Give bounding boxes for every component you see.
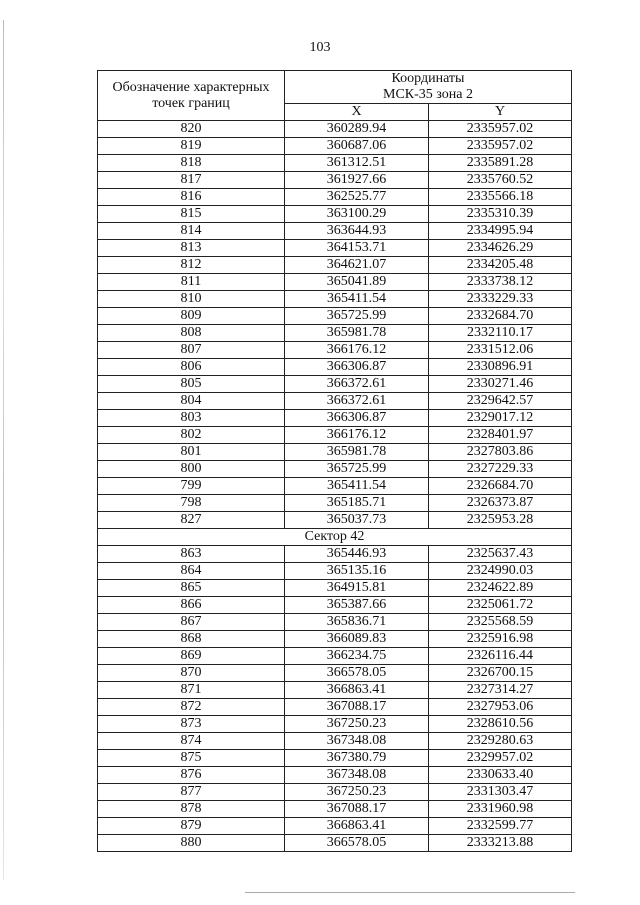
y-coordinate-cell: 2331303.47 xyxy=(429,784,572,801)
point-number-cell: 867 xyxy=(98,614,285,631)
y-coordinate-cell: 2334205.48 xyxy=(429,257,572,274)
y-coordinate-cell: 2334626.29 xyxy=(429,240,572,257)
y-coordinate-cell: 2326684.70 xyxy=(429,478,572,495)
y-coordinate-cell: 2326373.87 xyxy=(429,495,572,512)
x-coordinate-cell: 365037.73 xyxy=(285,512,429,529)
table-row xyxy=(98,461,572,478)
table-row xyxy=(98,495,572,512)
table-row xyxy=(98,580,572,597)
table-row xyxy=(98,750,572,767)
table-row xyxy=(98,240,572,257)
point-number-cell: 820 xyxy=(98,121,285,138)
table-row xyxy=(98,274,572,291)
point-number-cell: 810 xyxy=(98,291,285,308)
y-coordinate-cell: 2325637.43 xyxy=(429,546,572,563)
y-coordinate-cell: 2335566.18 xyxy=(429,189,572,206)
point-number-cell: 799 xyxy=(98,478,285,495)
scan-edge-left xyxy=(3,20,4,880)
y-coordinate-cell: 2325568.59 xyxy=(429,614,572,631)
y-coordinate-cell: 2331512.06 xyxy=(429,342,572,359)
y-coordinate-cell: 2329280.63 xyxy=(429,733,572,750)
table-row xyxy=(98,546,572,563)
x-coordinate-cell: 363100.29 xyxy=(285,206,429,223)
x-coordinate-cell: 366306.87 xyxy=(285,359,429,376)
x-coordinate-cell: 366306.87 xyxy=(285,410,429,427)
y-coordinate-cell: 2329017.12 xyxy=(429,410,572,427)
y-coordinate-cell: 2335891.28 xyxy=(429,155,572,172)
y-coordinate-cell: 2332599.77 xyxy=(429,818,572,835)
point-number-cell: 816 xyxy=(98,189,285,206)
y-coordinate-cell: 2327229.33 xyxy=(429,461,572,478)
point-number-cell: 800 xyxy=(98,461,285,478)
y-coordinate-cell: 2327953.06 xyxy=(429,699,572,716)
x-coordinate-cell: 365836.71 xyxy=(285,614,429,631)
table-row xyxy=(98,699,572,716)
table-row xyxy=(98,767,572,784)
x-coordinate-cell: 364915.81 xyxy=(285,580,429,597)
table-row xyxy=(98,597,572,614)
x-coordinate-cell: 365981.78 xyxy=(285,325,429,342)
x-coordinate-cell: 361312.51 xyxy=(285,155,429,172)
point-number-cell: 871 xyxy=(98,682,285,699)
x-coordinate-cell: 365185.71 xyxy=(285,495,429,512)
point-number-cell: 866 xyxy=(98,597,285,614)
point-number-cell: 809 xyxy=(98,308,285,325)
x-coordinate-cell: 367088.17 xyxy=(285,801,429,818)
table-row xyxy=(98,682,572,699)
table-row xyxy=(98,784,572,801)
table-row xyxy=(98,359,572,376)
x-coordinate-cell: 365725.99 xyxy=(285,308,429,325)
x-coordinate-cell: 367348.08 xyxy=(285,733,429,750)
y-coordinate-cell: 2329642.57 xyxy=(429,393,572,410)
x-coordinate-cell: 367088.17 xyxy=(285,699,429,716)
table-row xyxy=(98,648,572,665)
point-number-cell: 808 xyxy=(98,325,285,342)
point-number-cell: 819 xyxy=(98,138,285,155)
scan-edge-bottom xyxy=(245,892,575,893)
point-number-cell: 803 xyxy=(98,410,285,427)
point-number-cell: 874 xyxy=(98,733,285,750)
y-coordinate-cell: 2327314.27 xyxy=(429,682,572,699)
point-number-cell: 878 xyxy=(98,801,285,818)
x-coordinate-cell: 365387.66 xyxy=(285,597,429,614)
coordinates-table-body xyxy=(98,71,572,852)
point-number-cell: 805 xyxy=(98,376,285,393)
y-coordinate-cell: 2329957.02 xyxy=(429,750,572,767)
x-coordinate-cell: 362525.77 xyxy=(285,189,429,206)
point-number-cell: 880 xyxy=(98,835,285,852)
point-number-cell: 813 xyxy=(98,240,285,257)
y-coordinate-cell: 2326700.15 xyxy=(429,665,572,682)
point-number-cell: 875 xyxy=(98,750,285,767)
y-coordinate-cell: 2333229.33 xyxy=(429,291,572,308)
x-coordinate-cell: 364621.07 xyxy=(285,257,429,274)
x-coordinate-cell: 364153.71 xyxy=(285,240,429,257)
point-number-cell: 818 xyxy=(98,155,285,172)
table-row xyxy=(98,410,572,427)
y-coordinate-cell: 2335310.39 xyxy=(429,206,572,223)
point-number-cell: 812 xyxy=(98,257,285,274)
y-coordinate-cell: 2326116.44 xyxy=(429,648,572,665)
point-number-cell: 827 xyxy=(98,512,285,529)
x-coordinate-cell: 365725.99 xyxy=(285,461,429,478)
x-coordinate-cell: 365981.78 xyxy=(285,444,429,461)
y-coordinate-cell: 2324622.89 xyxy=(429,580,572,597)
point-number-cell: 798 xyxy=(98,495,285,512)
x-coordinate-cell: 361927.66 xyxy=(285,172,429,189)
point-number-cell: 815 xyxy=(98,206,285,223)
y-coordinate-cell: 2325061.72 xyxy=(429,597,572,614)
coordinates-header xyxy=(285,71,572,104)
coordinates-title: Координаты xyxy=(391,71,465,86)
point-number-cell: 865 xyxy=(98,580,285,597)
table-row xyxy=(98,835,572,852)
x-coordinate-cell: 365135.16 xyxy=(285,563,429,580)
table-row xyxy=(98,444,572,461)
y-coordinate-cell: 2335760.52 xyxy=(429,172,572,189)
point-number-cell: 802 xyxy=(98,427,285,444)
point-number-cell: 876 xyxy=(98,767,285,784)
x-coordinate-cell: 366372.61 xyxy=(285,376,429,393)
y-coordinate-cell: 2335957.02 xyxy=(429,138,572,155)
x-coordinate-cell: 360687.06 xyxy=(285,138,429,155)
point-number-cell: 863 xyxy=(98,546,285,563)
point-number-cell: 806 xyxy=(98,359,285,376)
point-number-cell: 872 xyxy=(98,699,285,716)
x-coordinate-cell: 366176.12 xyxy=(285,342,429,359)
x-coordinate-cell: 366578.05 xyxy=(285,835,429,852)
x-coordinate-cell: 366863.41 xyxy=(285,818,429,835)
table-header-row xyxy=(98,71,572,104)
y-coordinate-cell: 2332110.17 xyxy=(429,325,572,342)
x-coordinate-cell: 365411.54 xyxy=(285,478,429,495)
table-row xyxy=(98,376,572,393)
x-coordinate-cell: 367250.23 xyxy=(285,716,429,733)
table-row xyxy=(98,716,572,733)
point-number-cell: 804 xyxy=(98,393,285,410)
x-coordinate-cell: 365446.93 xyxy=(285,546,429,563)
y-coordinate-cell: 2330633.40 xyxy=(429,767,572,784)
y-coordinate-cell: 2325953.28 xyxy=(429,512,572,529)
point-number-cell: 869 xyxy=(98,648,285,665)
x-coordinate-cell: 367380.79 xyxy=(285,750,429,767)
x-column-header: X xyxy=(285,104,429,121)
y-coordinate-cell: 2335957.02 xyxy=(429,121,572,138)
point-number-cell: 864 xyxy=(98,563,285,580)
x-coordinate-cell: 365041.89 xyxy=(285,274,429,291)
x-coordinate-cell: 366176.12 xyxy=(285,427,429,444)
y-coordinate-cell: 2324990.03 xyxy=(429,563,572,580)
table-row xyxy=(98,393,572,410)
table-row xyxy=(98,801,572,818)
y-coordinate-cell: 2333738.12 xyxy=(429,274,572,291)
table-row xyxy=(98,155,572,172)
table-row xyxy=(98,614,572,631)
table-row xyxy=(98,138,572,155)
y-coordinate-cell: 2328610.56 xyxy=(429,716,572,733)
table-row xyxy=(98,665,572,682)
point-number-cell: 873 xyxy=(98,716,285,733)
x-coordinate-cell: 366089.83 xyxy=(285,631,429,648)
x-coordinate-cell: 367250.23 xyxy=(285,784,429,801)
table-row xyxy=(98,257,572,274)
table-row xyxy=(98,206,572,223)
point-number-cell: 870 xyxy=(98,665,285,682)
point-number-cell: 877 xyxy=(98,784,285,801)
table-row xyxy=(98,291,572,308)
table-row xyxy=(98,189,572,206)
x-coordinate-cell: 363644.93 xyxy=(285,223,429,240)
table-row xyxy=(98,478,572,495)
y-coordinate-cell: 2334995.94 xyxy=(429,223,572,240)
table-row xyxy=(98,631,572,648)
point-number-cell: 879 xyxy=(98,818,285,835)
table-row xyxy=(98,172,572,189)
point-number-cell: 817 xyxy=(98,172,285,189)
x-coordinate-cell: 366578.05 xyxy=(285,665,429,682)
x-coordinate-cell: 366372.61 xyxy=(285,393,429,410)
table-row xyxy=(98,121,572,138)
x-coordinate-cell: 366234.75 xyxy=(285,648,429,665)
table-row xyxy=(98,733,572,750)
y-coordinate-cell: 2330896.91 xyxy=(429,359,572,376)
point-number-cell: 807 xyxy=(98,342,285,359)
y-coordinate-cell: 2333213.88 xyxy=(429,835,572,852)
table-row xyxy=(98,563,572,580)
x-coordinate-cell: 360289.94 xyxy=(285,121,429,138)
point-number-cell: 801 xyxy=(98,444,285,461)
y-coordinate-cell: 2327803.86 xyxy=(429,444,572,461)
table-row xyxy=(98,308,572,325)
y-coordinate-cell: 2331960.98 xyxy=(429,801,572,818)
table-row xyxy=(98,512,572,529)
coordinate-system-title: МСК-35 зона 2 xyxy=(383,87,473,102)
y-coordinate-cell: 2325916.98 xyxy=(429,631,572,648)
y-column-header: Y xyxy=(429,104,572,121)
point-number-cell: 811 xyxy=(98,274,285,291)
sector-label: Сектор 42 xyxy=(98,529,572,546)
page-number: 103 xyxy=(309,40,331,55)
table-row xyxy=(98,223,572,240)
sector-row xyxy=(98,529,572,546)
y-coordinate-cell: 2330271.46 xyxy=(429,376,572,393)
y-coordinate-cell: 2328401.97 xyxy=(429,427,572,444)
table-row xyxy=(98,325,572,342)
coordinates-table xyxy=(97,70,572,852)
x-coordinate-cell: 366863.41 xyxy=(285,682,429,699)
point-number-cell: 868 xyxy=(98,631,285,648)
x-coordinate-cell: 365411.54 xyxy=(285,291,429,308)
point-number-cell: 814 xyxy=(98,223,285,240)
point-label-header: Обозначение характерных точек границ xyxy=(98,71,285,121)
table-row xyxy=(98,342,572,359)
y-coordinate-cell: 2332684.70 xyxy=(429,308,572,325)
x-coordinate-cell: 367348.08 xyxy=(285,767,429,784)
table-row xyxy=(98,427,572,444)
table-row xyxy=(98,818,572,835)
